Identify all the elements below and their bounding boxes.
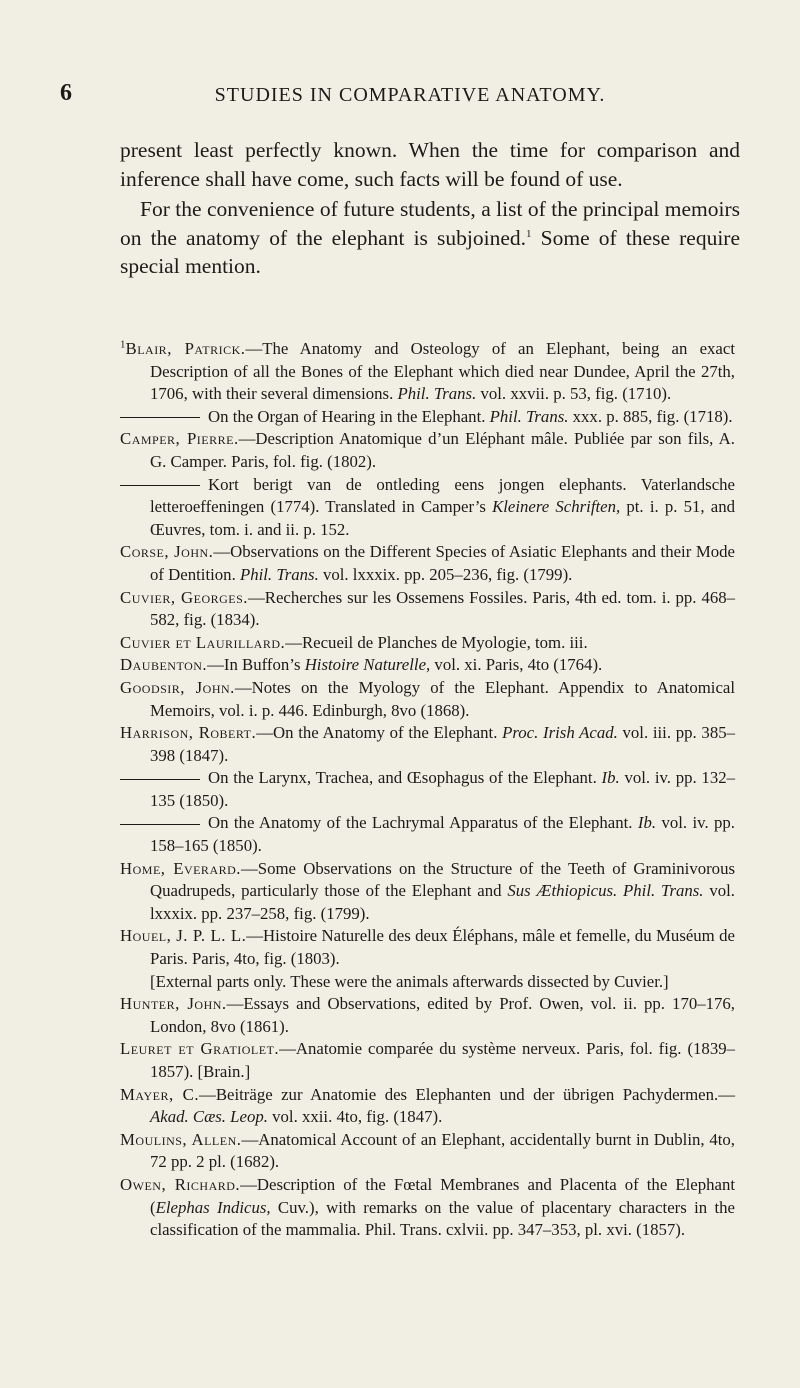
reference-text: —Recherches sur les Ossemens Fossiles. Paris, 4th ed. tom. i. pp. 468–582, fig. (1834).	[150, 587, 736, 630]
paragraph-text: For the convenience of future students, a list of the principal memoirs on the anatomy of the elephant is subjoined.	[120, 197, 740, 250]
reference-italic: Sus Æthiopicus. Phil. Trans.	[507, 881, 704, 901]
reference-item	[120, 338, 735, 406]
reference-author: Harrison, Robert.	[120, 723, 257, 743]
reference-author: Leuret et Gratiolet.	[120, 1039, 280, 1059]
reference-text: —Notes on the Myology of the Elephant. Appendix to Anatomical Memoirs, vol. i. p. 446. Edinburgh, 8vo (1868).	[150, 677, 736, 720]
reference-item	[120, 993, 735, 1038]
page-number: 6	[60, 80, 72, 106]
reference-item	[120, 677, 735, 722]
reference-text: —Observations on the Different Species of Asiatic Elephants and their Mode of Dentition.	[150, 542, 735, 584]
reference-author: Cuvier et Laurillard.	[120, 632, 286, 652]
footnote-marker: 1	[526, 227, 532, 240]
reference-text: vol. lxxxix. pp. 237–258, fig. (1799).	[150, 881, 735, 923]
reference-item	[120, 722, 735, 767]
reference-author: Daubenton.	[120, 655, 208, 675]
reference-item	[120, 587, 735, 632]
reference-item	[120, 925, 735, 970]
reference-text: On the Anatomy of the Lachrymal Apparatus of the Elephant.	[208, 813, 638, 833]
reference-italic: Ib.	[637, 813, 657, 833]
ditto-dash	[120, 779, 200, 780]
reference-item	[120, 654, 735, 677]
reference-item	[120, 858, 735, 926]
reference-author: Houel, J. P. L. L.	[120, 926, 247, 946]
reference-item	[120, 1129, 735, 1174]
running-title: STUDIES IN COMPARATIVE ANATOMY.	[214, 84, 606, 106]
reference-text: vol. xxvii. p. 53, fig. (1710).	[476, 384, 672, 404]
ditto-dash	[120, 417, 200, 418]
page-header	[60, 80, 760, 112]
ditto-dash	[120, 485, 200, 486]
reference-text: —On the Anatomy of the Elephant.	[256, 723, 503, 743]
reference-italic: Phil. Trans.	[397, 384, 477, 404]
footnote-marker: 1	[120, 338, 126, 351]
reference-author: Camper, Pierre.	[120, 429, 239, 449]
reference-text: vol. iii. pp. 385–398 (1847).	[150, 723, 735, 765]
reference-italic: Akad. Cæs. Leop.	[150, 1107, 268, 1127]
reference-text: vol. iv. pp. 132–135 (1850).	[150, 768, 735, 810]
reference-text: xxx. p. 885, fig. (1718).	[568, 406, 733, 426]
reference-text: —Recueil de Planches de Myologie, tom. iii.	[285, 632, 588, 652]
reference-author: Corse, John.	[120, 542, 214, 562]
reference-text: —Anatomical Account of an Elephant, accidentally burnt in Dublin, 4to, 72 pp. 2 pl. (1682).	[150, 1129, 735, 1172]
reference-italic: Phil. Trans.	[239, 564, 319, 584]
reference-item	[120, 1038, 735, 1083]
reference-text: —Essays and Observations, edited by Prof. Owen, vol. ii. pp. 170–176, London, 8vo (1861).	[150, 994, 735, 1036]
reference-author: Blair, Patrick.	[125, 339, 246, 358]
reference-text: vol. xi. Paris, 4to (1764).	[430, 655, 603, 675]
reference-author: Hunter, John.	[120, 994, 227, 1014]
reference-author: Moulins, Allen.	[120, 1129, 242, 1149]
reference-list	[120, 338, 735, 1242]
reference-item	[120, 474, 735, 542]
reference-italic: Elephas Indicus,	[155, 1197, 271, 1217]
reference-author: Goodsir, John.	[120, 677, 235, 697]
reference-text: [External parts only. These were the animals afterwards dissected by Cuvier.]	[150, 971, 669, 991]
reference-item	[120, 812, 735, 857]
reference-text: —The Anatomy and Osteology of an Elephant, being an exact Description of all the Bones of the Elephant which died near Dundee, April the 27th, 1706, with their several dimensions.	[150, 339, 735, 404]
reference-text: —Description of the Fœtal Membranes and Placenta of the Elephant (	[150, 1174, 735, 1217]
reference-text: —Anatomie comparée du système nerveux. Paris, fol. fig. (1839–1857). [Brain.]	[150, 1039, 735, 1081]
reference-author: Mayer, C.	[120, 1084, 200, 1104]
paragraph: present least perfectly known. When the time for comparison and inference shall have come, such facts will be found of use.	[120, 138, 740, 191]
reference-text: vol. xxii. 4to, fig. (1847).	[267, 1107, 443, 1127]
reference-item	[120, 767, 735, 812]
paragraph	[120, 195, 740, 281]
reference-text: vol. lxxxix. pp. 205–236, fig. (1799).	[318, 564, 573, 584]
reference-item	[120, 541, 735, 586]
body-text	[120, 136, 740, 281]
reference-text: —In Buffon’s	[207, 655, 305, 675]
reference-text: On the Organ of Hearing in the Elephant.	[208, 406, 490, 426]
reference-text: —Histoire Naturelle des deux Éléphans, mâle et femelle, du Muséum de Paris. Paris, 4to, fig. (1803).	[150, 926, 735, 969]
reference-text: —Beiträge zur Anatomie des Elephanten und der übrigen Pachydermen.—	[199, 1084, 735, 1104]
reference-italic: Histoire Naturelle,	[304, 655, 431, 675]
reference-text: —Some Observations on the Structure of the Teeth of Graminivorous Quadrupeds, particularly those of the Elephant and	[150, 858, 735, 901]
reference-text: Cuv.), with remarks on the value of placentary characters in the classification of the mammalia. Phil. Trans. cxlvii. pp. 347–353, pl. xvi. (1857).	[150, 1197, 735, 1240]
reference-author: Owen, Richard.	[120, 1174, 241, 1194]
reference-item	[120, 428, 735, 473]
reference-item	[120, 406, 735, 429]
reference-italic: Ib.	[601, 768, 620, 788]
reference-italic: Phil. Trans.	[489, 406, 569, 426]
reference-item	[120, 1174, 735, 1242]
ditto-dash	[120, 824, 200, 825]
reference-item	[120, 1084, 735, 1129]
reference-italic: Proc. Irish Acad.	[502, 723, 618, 743]
reference-text: Kort berigt van de ontleding eens jongen elephants. Vaterlandsche letteroeffeningen (1774). Translated in Camper’s	[150, 474, 735, 517]
reference-text: pt. i. p. 51, and Œuvres, tom. i. and ii. p. 152.	[150, 497, 736, 539]
reference-text: vol. iv. pp. 158–165 (1850).	[150, 813, 735, 856]
paragraph-text: Some of these require special mention.	[120, 225, 741, 278]
reference-item	[120, 971, 735, 994]
reference-text: —Description Anatomique d’un Eléphant mâle. Publiée par son fils, A. G. Camper. Paris, fol. fig. (1802).	[150, 429, 735, 471]
reference-author: Home, Everard.	[120, 858, 241, 878]
reference-text: On the Larynx, Trachea, and Œsophagus of the Elephant.	[208, 768, 602, 788]
reference-item	[120, 632, 735, 655]
reference-italic: Kleinere Schriften,	[492, 497, 621, 517]
reference-author: Cuvier, Georges.	[120, 587, 248, 607]
